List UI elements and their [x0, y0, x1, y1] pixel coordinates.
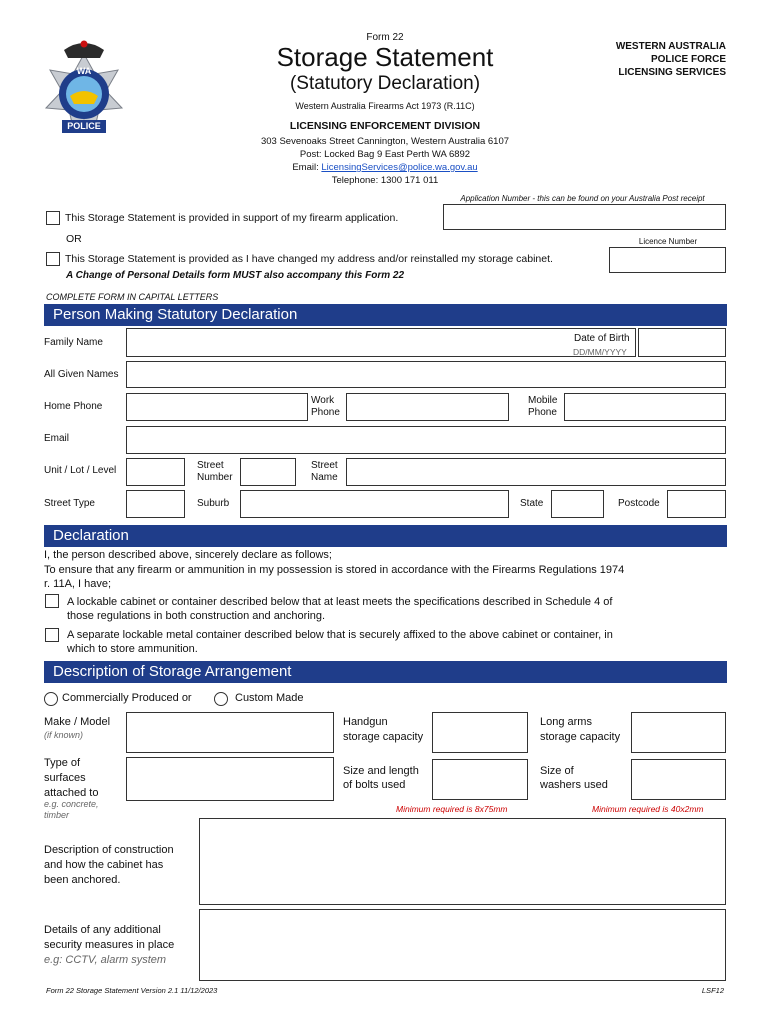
- street-name-label-2: Name: [311, 472, 338, 483]
- unit-input[interactable]: [126, 458, 185, 486]
- bolts-input[interactable]: [432, 759, 528, 800]
- application-option-label: This Storage Statement is provided in support of my firearm application.: [65, 212, 399, 224]
- given-names-label: All Given Names: [44, 369, 119, 380]
- suburb-label: Suburb: [197, 498, 230, 509]
- street-number-input[interactable]: [240, 458, 296, 486]
- division-post: Post: Locked Bag 9 East Perth WA 6892: [299, 149, 471, 160]
- given-names-input[interactable]: [126, 361, 726, 388]
- address-change-label: This Storage Statement is provided as I have changed my address and/or reinstalled my storage cabinet.: [65, 253, 553, 265]
- state-input[interactable]: [551, 490, 604, 518]
- commercial-radio[interactable]: [44, 692, 58, 706]
- footer-code: LSF12: [701, 986, 724, 995]
- form-number: Form 22: [366, 32, 404, 43]
- unit-label: Unit / Lot / Level: [44, 465, 117, 476]
- storage-section-header: Description of Storage Arrangement: [44, 661, 727, 683]
- email-field[interactable]: [126, 426, 726, 454]
- construction-input[interactable]: [199, 818, 726, 905]
- change-form-note: A Change of Personal Details form MUST also accompany this Form 22: [66, 270, 405, 281]
- make-model-label: Make / Model: [44, 716, 111, 728]
- capitals-note: COMPLETE FORM IN CAPITAL LETTERS: [46, 292, 219, 302]
- division-name: LICENSING ENFORCEMENT DIVISION: [289, 120, 481, 132]
- construction-label-1: Description of construction: [44, 844, 174, 856]
- division-telephone: Telephone: 1300 171 011: [331, 175, 439, 186]
- mobile-phone-label-2: Phone: [528, 407, 557, 418]
- declaration-line-1: I, the person described above, sincerely declare as follows;: [44, 549, 332, 561]
- agency-line-3: LICENSING SERVICES: [618, 67, 726, 78]
- surface-input[interactable]: [126, 757, 334, 801]
- washers-minimum-note: Minimum required is 40x2mm: [592, 804, 704, 814]
- footer-version: Form 22 Storage Statement Version 2.1 11/12/2023: [46, 986, 218, 995]
- person-section-header: Person Making Statutory Declaration: [44, 304, 727, 326]
- long-arms-capacity-input[interactable]: [631, 712, 726, 753]
- application-number-label: Application Number - this can be found on your Australia Post receipt: [460, 194, 705, 203]
- street-number-label-2: Number: [197, 472, 233, 483]
- washers-label-2: washers used: [540, 779, 608, 791]
- agency-line-1: WESTERN AUSTRALIA: [615, 41, 726, 52]
- address-change-checkbox[interactable]: [46, 252, 60, 266]
- postcode-label: Postcode: [618, 498, 660, 509]
- logo-wa-text: WA: [76, 66, 92, 76]
- bolts-label-2: of bolts used: [343, 779, 406, 791]
- mobile-phone-input[interactable]: [564, 393, 726, 421]
- home-phone-label: Home Phone: [44, 401, 103, 412]
- surface-example-2: timber: [44, 810, 70, 820]
- bolts-label-1: Size and length: [343, 765, 419, 777]
- declaration-line-3: r. 11A, I have;: [44, 578, 112, 590]
- surface-label-3: attached to: [44, 787, 99, 799]
- cabinet-line-2: those regulations in both construction and anchoring.: [67, 610, 326, 622]
- handgun-capacity-input[interactable]: [432, 712, 528, 753]
- declaration-section-header: Declaration: [44, 525, 727, 547]
- cabinet-line-1: A lockable cabinet or container described below that at least meets the specifications described in Schedule 4 of: [67, 596, 613, 608]
- email-field-label: Email: [44, 433, 70, 444]
- ammunition-line-2: which to store ammunition.: [67, 643, 198, 655]
- police-logo: [34, 34, 134, 148]
- make-if-known: (if known): [44, 730, 84, 740]
- ammunition-line-1: A separate lockable metal container described below that is securely affixed to the above cabinet or container, in: [67, 629, 613, 641]
- surface-label-2: surfaces: [44, 772, 86, 784]
- street-name-input[interactable]: [346, 458, 726, 486]
- security-label-2: security measures in place: [44, 939, 175, 951]
- division-email: [200, 162, 570, 173]
- dob-label: Date of Birth: [574, 333, 630, 344]
- family-name-input[interactable]: [126, 328, 636, 357]
- or-label: OR: [66, 233, 82, 245]
- custom-label: Custom Made: [235, 692, 304, 704]
- dob-input[interactable]: [638, 328, 726, 357]
- work-phone-input[interactable]: [346, 393, 509, 421]
- work-phone-label-2: Phone: [311, 407, 340, 418]
- suburb-input[interactable]: [240, 490, 509, 518]
- handgun-label-1: Handgun: [343, 716, 388, 728]
- handgun-label-2: storage capacity: [343, 731, 424, 743]
- mobile-phone-label-1: Mobile: [528, 395, 558, 406]
- bolts-minimum-note: Minimum required is 8x75mm: [396, 804, 508, 814]
- division-address: 303 Sevenoaks Street Cannington, Western Australia 6107: [260, 136, 510, 147]
- licence-number-input[interactable]: [609, 247, 726, 273]
- custom-radio[interactable]: [214, 692, 228, 706]
- email-label: Email:: [292, 162, 319, 173]
- cabinet-checkbox[interactable]: [45, 594, 59, 608]
- commercial-label: Commercially Produced or: [62, 692, 192, 704]
- act-reference: Western Australia Firearms Act 1973 (R.11C): [295, 101, 475, 111]
- long-arms-label-1: Long arms: [540, 716, 592, 728]
- home-phone-input[interactable]: [126, 393, 308, 421]
- washers-input[interactable]: [631, 759, 726, 800]
- ammunition-checkbox[interactable]: [45, 628, 59, 642]
- long-arms-label-2: storage capacity: [540, 731, 621, 743]
- washers-label-1: Size of: [540, 765, 574, 777]
- application-number-input[interactable]: [443, 204, 726, 230]
- state-label: State: [520, 498, 544, 509]
- surface-example-1: e.g. concrete,: [44, 799, 99, 809]
- security-input[interactable]: [199, 909, 726, 981]
- construction-label-2: and how the cabinet has: [44, 859, 164, 871]
- street-type-input[interactable]: [126, 490, 185, 518]
- application-checkbox[interactable]: [46, 211, 60, 225]
- declaration-line-2: To ensure that any firearm or ammunition in my possession is stored in accordance with the Firearms Regulations 1974: [44, 564, 625, 576]
- street-type-label: Street Type: [44, 498, 95, 509]
- make-model-input[interactable]: [126, 712, 334, 753]
- surface-label-1: Type of: [44, 757, 81, 769]
- page-subtitle: (Statutory Declaration): [289, 73, 481, 94]
- logo-police-text: POLICE: [67, 121, 101, 131]
- licence-number-label: Licence Number: [638, 237, 698, 246]
- postcode-input[interactable]: [667, 490, 726, 518]
- page-title: Storage Statement: [276, 42, 494, 72]
- work-phone-label-1: Work: [311, 395, 335, 406]
- construction-label-3: been anchored.: [44, 874, 121, 886]
- dob-format-label: DD/MM/YYYY: [573, 347, 627, 357]
- street-name-label-1: Street: [311, 460, 338, 471]
- street-number-label-1: Street: [197, 460, 224, 471]
- email-link[interactable]: LicensingServices@police.wa.gov.au: [321, 162, 478, 173]
- family-name-label: Family Name: [44, 337, 103, 348]
- security-example: e.g: CCTV, alarm system: [44, 954, 167, 966]
- security-label-1: Details of any additional: [44, 924, 161, 936]
- agency-line-2: POLICE FORCE: [650, 54, 726, 65]
